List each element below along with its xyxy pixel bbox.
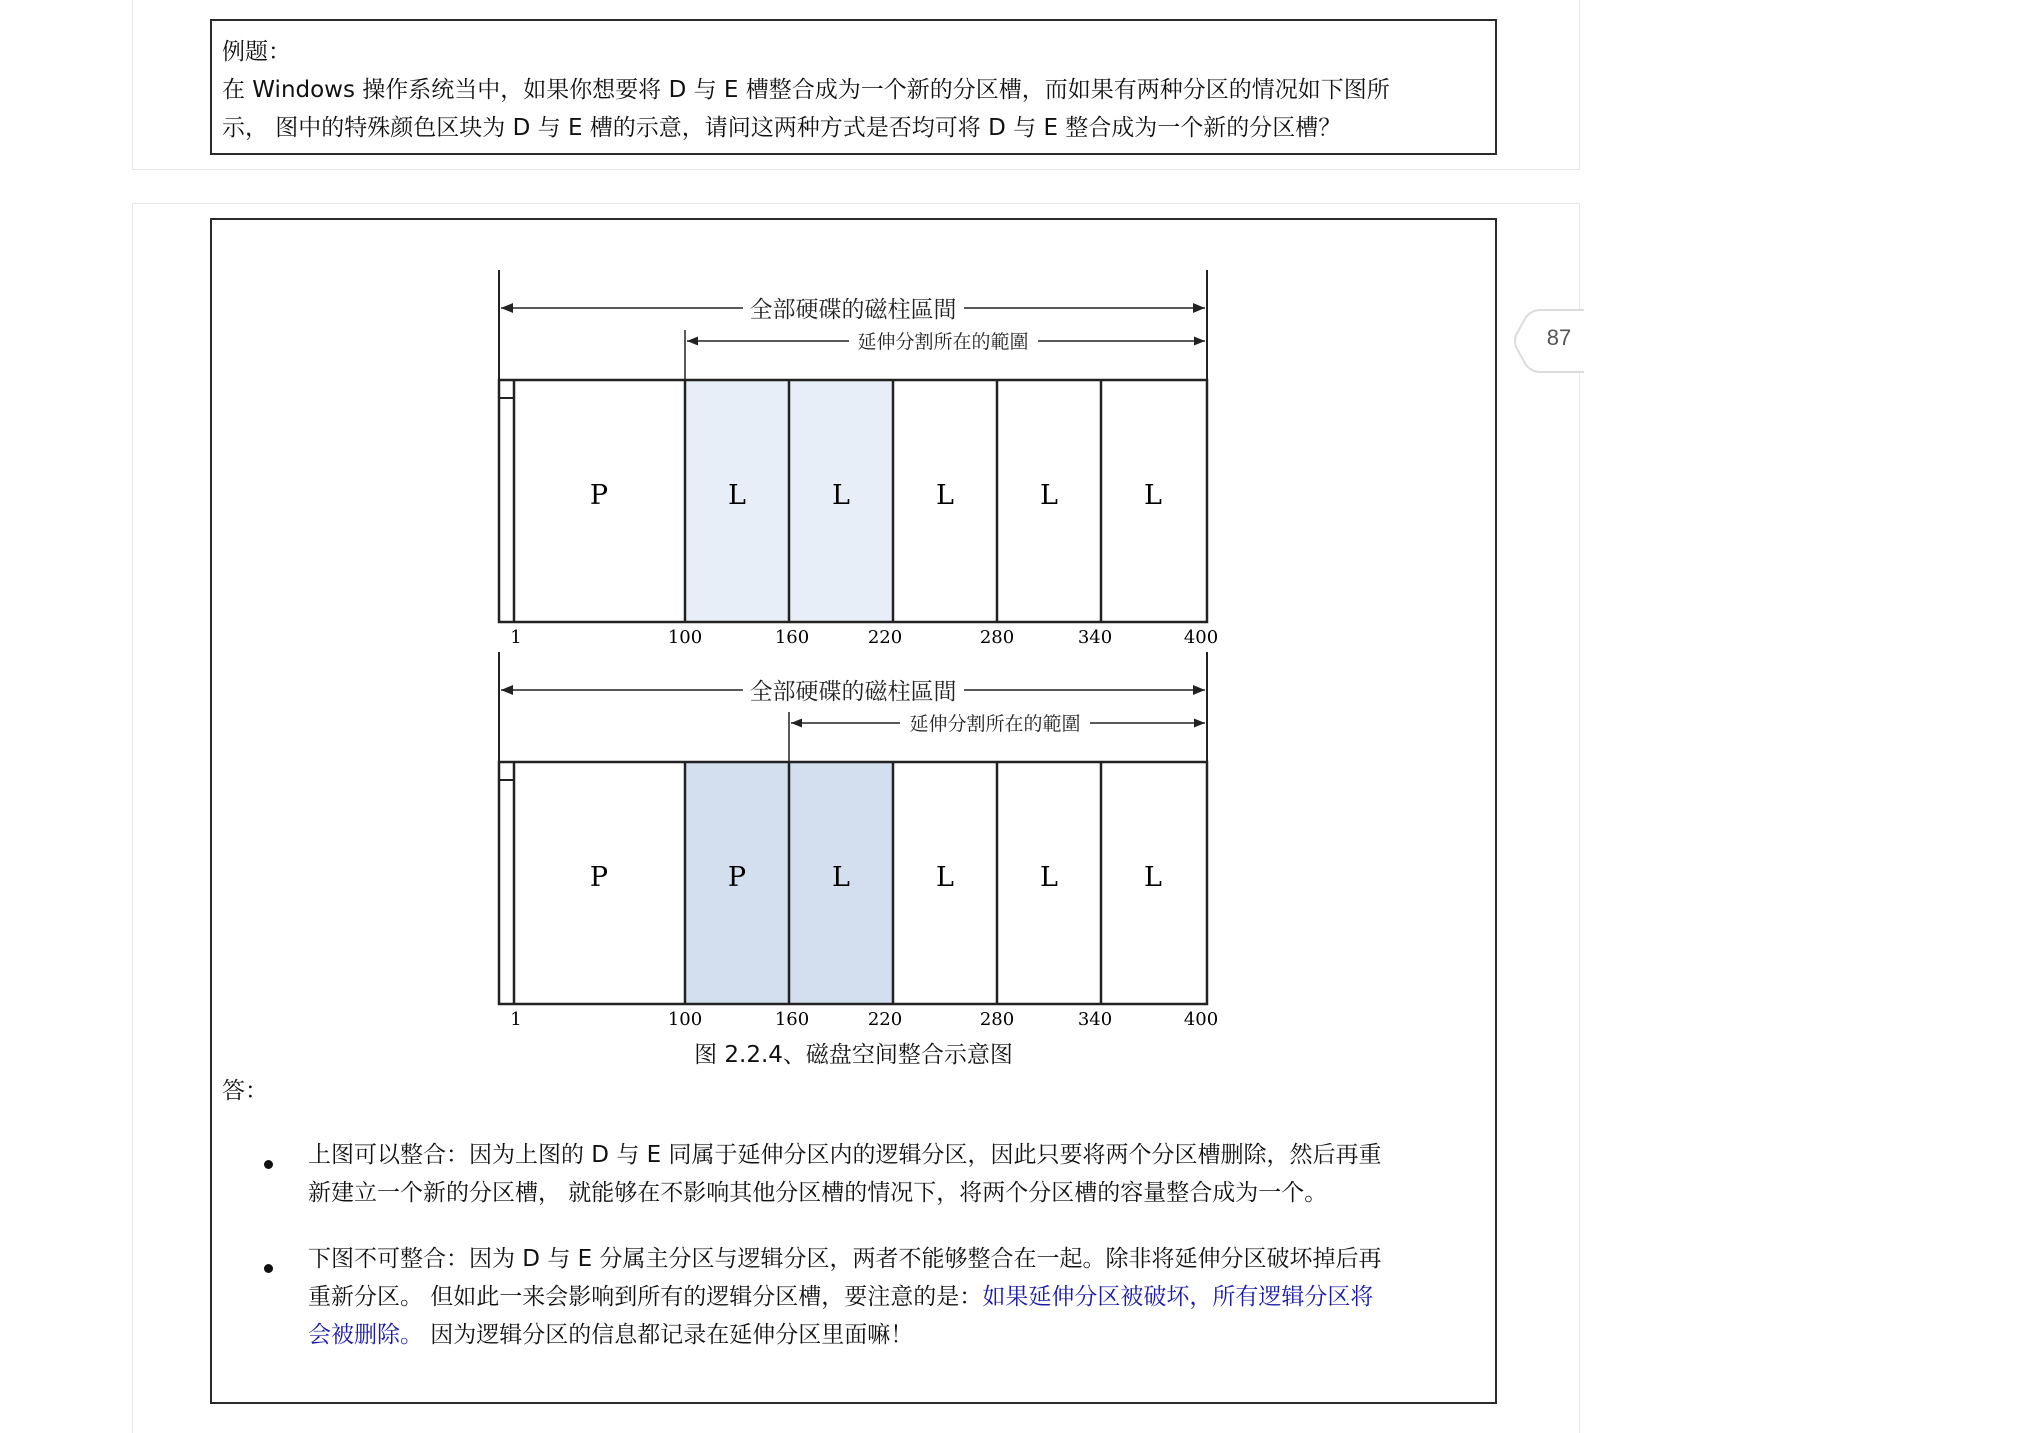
bottom-tick-1: 1: [510, 1009, 522, 1030]
top-tick-280: 280: [979, 627, 1015, 648]
top-ext-label: 延伸分割所在的範圍: [857, 331, 1029, 353]
top-part-4: L: [936, 480, 954, 511]
bottom-diagram: [499, 652, 1218, 1030]
bottom-part-5: L: [1040, 862, 1058, 893]
top-part-2: L: [728, 480, 746, 511]
bottom-ext-label: 延伸分割所在的範圍: [909, 713, 1081, 735]
partition-diagram: [212, 220, 1495, 1080]
example-line-1: 在 Windows 操作系统当中，如果你想要将 D 与 E 槽整合成为一个新的分区槽，而如果有两种分区的情况如下图所: [222, 77, 1390, 103]
bullet-2-emphasis-1: 如果延伸分区被破坏，所有逻辑分区将: [982, 1284, 1374, 1310]
bullet-2-line-3-text: 因为逻辑分区的信息都记录在延伸分区里面嘛！: [423, 1322, 914, 1348]
arrowhead-left: [501, 303, 513, 313]
top-tick-220: 220: [867, 627, 903, 648]
bottom-part-2: P: [727, 862, 747, 893]
bottom-part-6: L: [1144, 862, 1162, 893]
answer-box: [210, 218, 1497, 1404]
top-part-5: L: [1040, 480, 1058, 511]
page-number-tab[interactable]: [1514, 309, 1584, 369]
example-line-2: 示， 图中的特殊颜色区块为 D 与 E 槽的示意，请问这两种方式是否均可将 D 与 E 整合成为一个新的分区槽？: [222, 115, 1342, 141]
top-tick-340: 340: [1077, 627, 1113, 648]
bottom-part-3: L: [832, 862, 850, 893]
example-heading: 例题：: [222, 39, 291, 65]
top-part-6: L: [1144, 480, 1162, 511]
arrowhead-right: [1193, 303, 1205, 313]
bullet-2-line-1: 下图不可整合：因为 D 与 E 分属主分区与逻辑分区，两者不能够整合在一起。除非将延伸分区破坏掉后再: [308, 1246, 1382, 1272]
bottom-part-4: L: [936, 862, 954, 893]
bullet-2-line-2: [308, 1278, 1373, 1316]
ext-arrowhead-left: [687, 337, 698, 346]
bottom-tick-280: 280: [979, 1009, 1015, 1030]
ext-arrowhead-right: [1194, 719, 1205, 728]
top-tick-400: 400: [1183, 627, 1219, 648]
example-box: [210, 19, 1497, 155]
bottom-tick-220: 220: [867, 1009, 903, 1030]
top-tick-160: 160: [774, 627, 810, 648]
bottom-tick-160: 160: [774, 1009, 810, 1030]
bullet-2-emphasis-2: 会被删除。: [308, 1322, 423, 1348]
top-diagram: [499, 270, 1218, 648]
bullet-2-line-2-text: 重新分区。 但如此一来会影响到所有的逻辑分区槽，要注意的是：: [308, 1284, 983, 1310]
bullet-2-line-3: [308, 1316, 913, 1354]
top-span-label: 全部硬碟的磁柱區間: [749, 297, 957, 323]
bullet-2-dot: [264, 1264, 273, 1273]
bottom-tick-340: 340: [1077, 1009, 1113, 1030]
bottom-part-1: P: [589, 862, 609, 893]
bottom-tick-400: 400: [1183, 1009, 1219, 1030]
page-number: 87: [1546, 325, 1572, 350]
top-tick-100: 100: [667, 627, 703, 648]
top-part-1: P: [589, 480, 609, 511]
partition-figure: [212, 220, 1495, 1080]
bullet-1-dot: [264, 1160, 273, 1169]
ext-arrowhead-right: [1194, 337, 1205, 346]
arrowhead-right: [1193, 685, 1205, 695]
figure-caption: 图 2.2.4、磁盘空间整合示意图: [694, 1042, 1013, 1068]
bullet-1-line-1: 上图可以整合：因为上图的 D 与 E 同属于延伸分区内的逻辑分区，因此只要将两个分区槽删除，然后再重: [308, 1142, 1382, 1168]
top-part-3: L: [832, 480, 850, 511]
top-tick-1: 1: [510, 627, 522, 648]
bottom-span-label: 全部硬碟的磁柱區間: [749, 679, 957, 705]
ext-arrowhead-left: [791, 719, 802, 728]
bottom-tick-100: 100: [667, 1009, 703, 1030]
bullet-1-line-2: 新建立一个新的分区槽， 就能够在不影响其他分区槽的情况下，将两个分区槽的容量整合成为一个。: [308, 1180, 1328, 1206]
answer-heading: 答：: [222, 1078, 268, 1104]
arrowhead-left: [501, 685, 513, 695]
